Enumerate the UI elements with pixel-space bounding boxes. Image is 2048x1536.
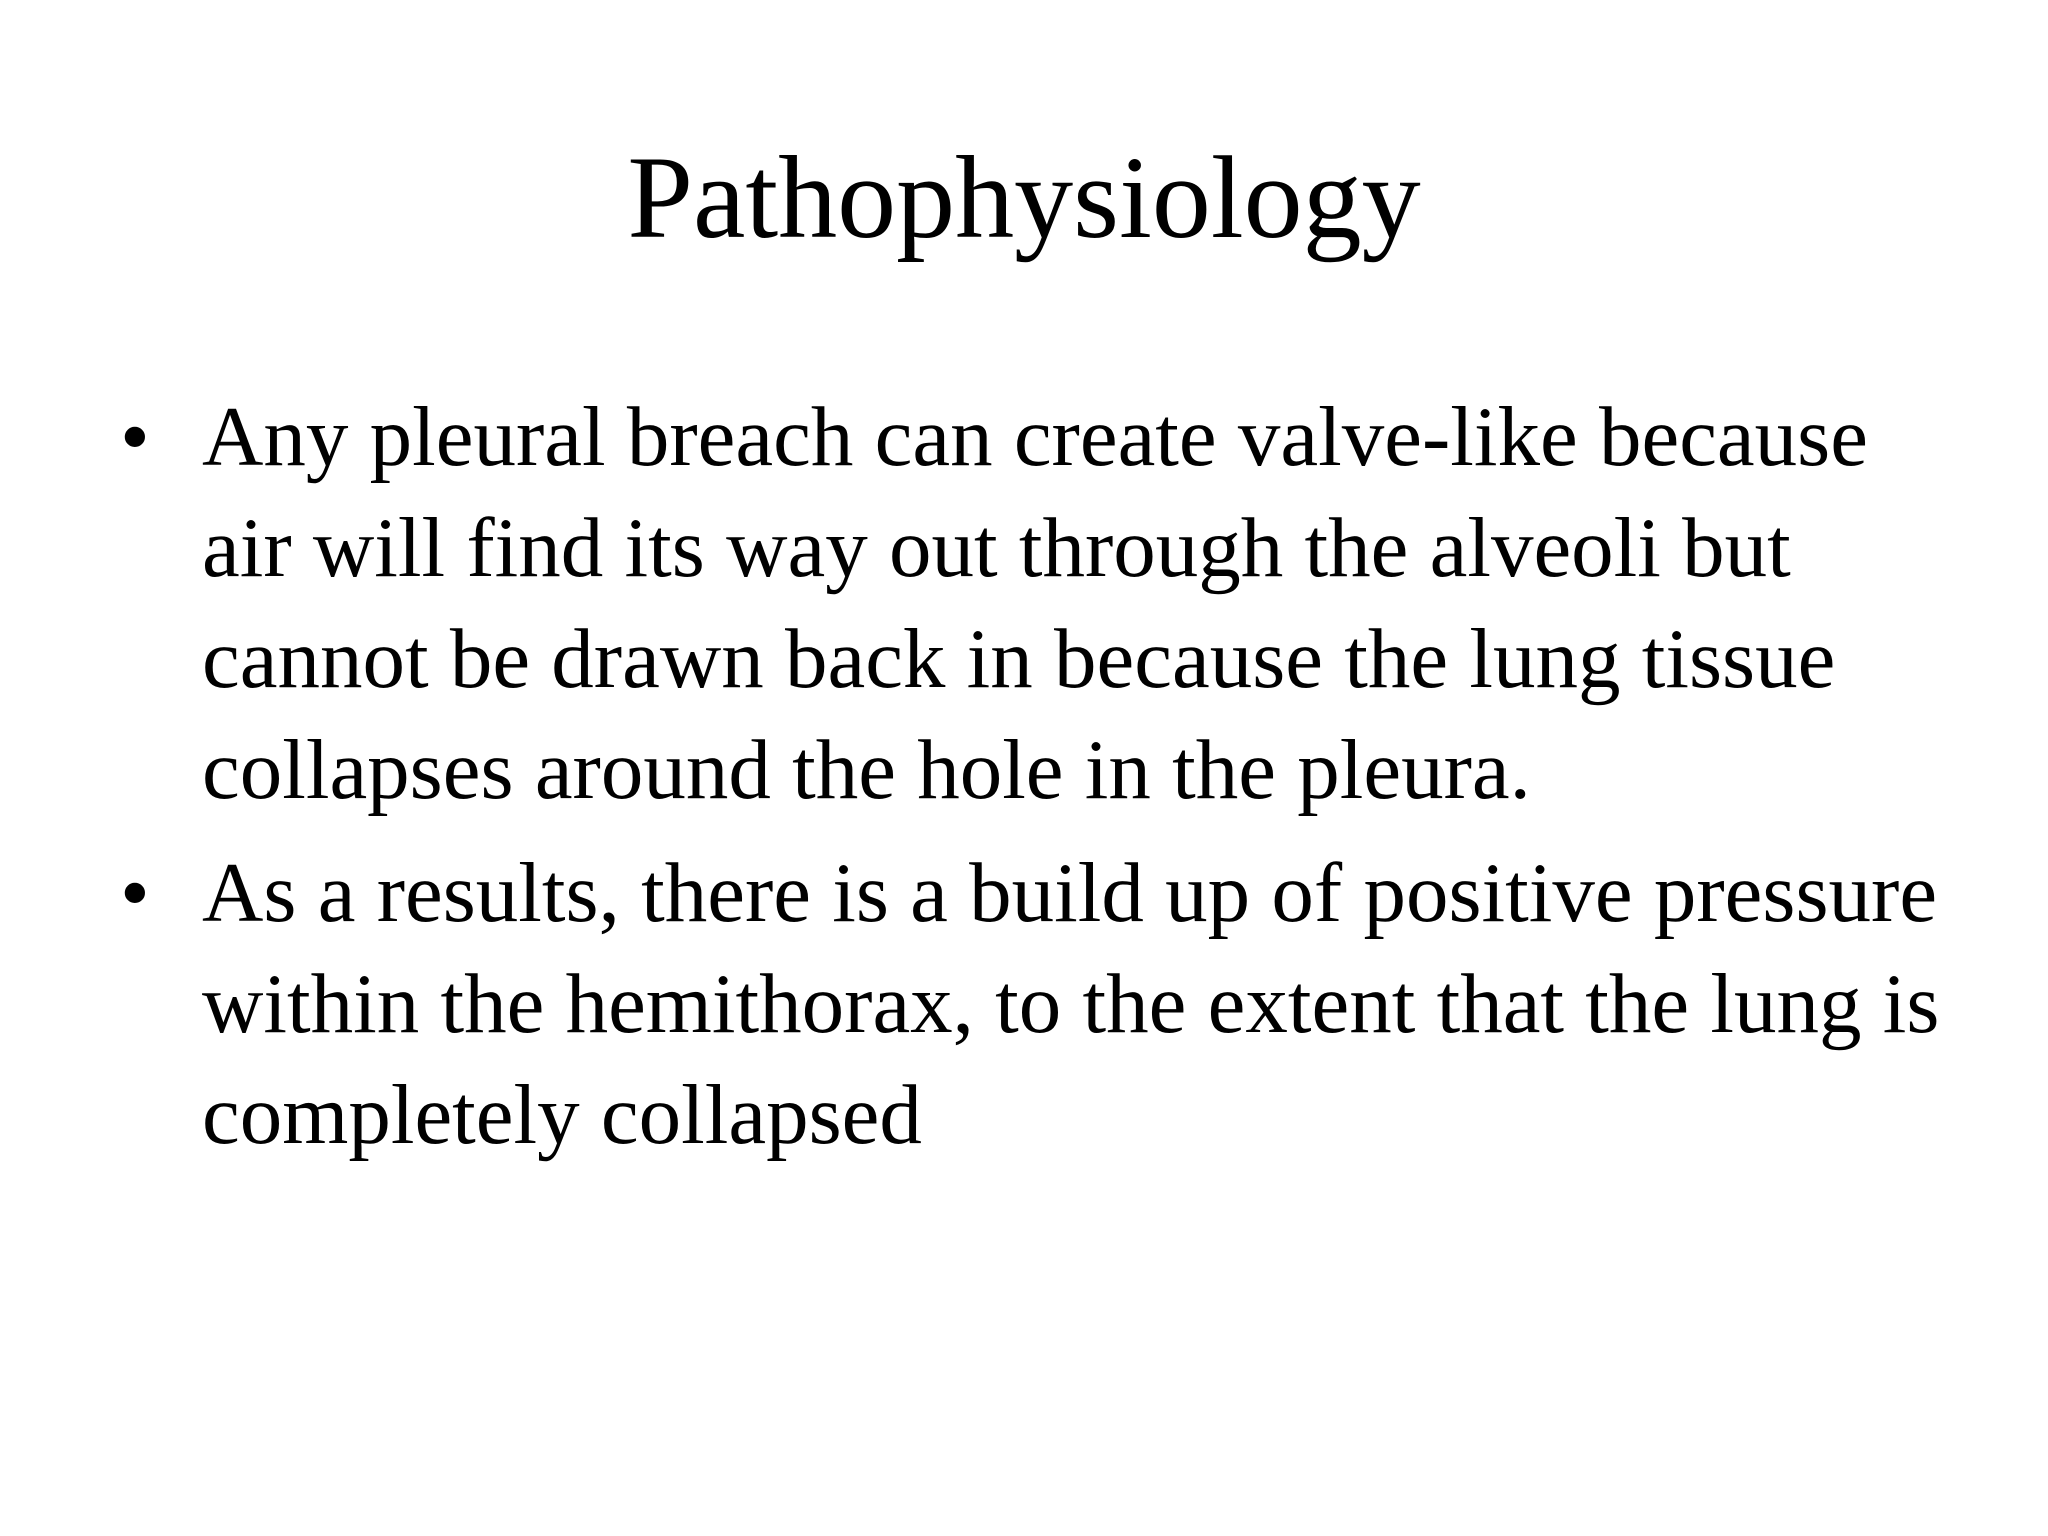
bullet-dot-icon: • — [120, 390, 150, 484]
bullet-text-2: As a results, there is a build up of positive pressure within the hemithorax, to the extent that the lung is completely collapsed — [202, 846, 1940, 1162]
bullet-text-1: Any pleural breach can create valve-like because air will find its way out through the alveoli but cannot be drawn back in because the lung tissue collapses around the hole in the pleura. — [202, 390, 1868, 817]
bullet-list — [120, 382, 1960, 1171]
bullet-dot-icon: • — [120, 846, 150, 940]
bullet-item-2 — [120, 838, 1960, 1171]
bullet-item-1 — [120, 382, 1960, 826]
slide-title: Pathophysiology — [627, 132, 1421, 263]
